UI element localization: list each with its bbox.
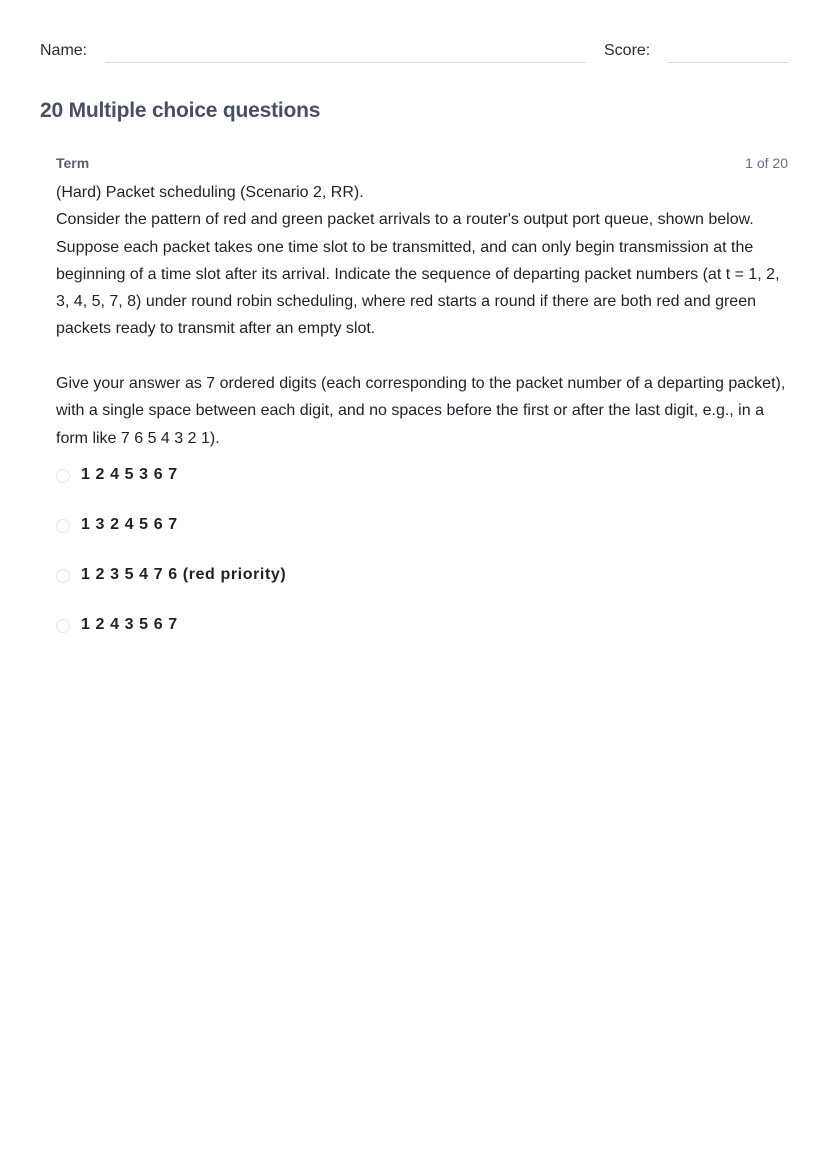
- header: [40, 40, 788, 66]
- radio-icon[interactable]: [56, 619, 70, 633]
- score-input-line[interactable]: [668, 62, 788, 63]
- name-label: Name:: [40, 42, 88, 59]
- section-title: 20 Multiple choice questions: [40, 99, 321, 122]
- question-counter: 1 of 20: [745, 155, 788, 171]
- answer-option-text: 1 2 4 3 5 6 7: [81, 616, 178, 633]
- answer-option-text: 1 2 3 5 4 7 6 (red priority): [81, 566, 287, 583]
- answer-option-text: 1 3 2 4 5 6 7: [81, 516, 178, 533]
- answer-option-text: 1 2 4 5 3 6 7: [81, 466, 178, 483]
- question-text: [56, 179, 788, 452]
- radio-icon[interactable]: [56, 519, 70, 533]
- paragraph-gap: [56, 343, 788, 370]
- name-input-line[interactable]: [105, 62, 586, 63]
- radio-icon[interactable]: [56, 569, 70, 583]
- term-label: Term: [56, 155, 90, 171]
- radio-icon[interactable]: [56, 469, 70, 483]
- question-body: Consider the pattern of red and green packet arrivals to a router's output port queue, shown below. Suppose each packet takes one time slot to be transmitted, and can only begin transmission at the beginning of a time slot after its arrival. Indicate the sequence of departing packet numbers (at t = 1, 2, 3, 4, 5, 7, 8) under round robin scheduling, where red starts a round if there are both red and green packets ready to transmit after an empty slot.: [56, 211, 780, 338]
- question-title: (Hard) Packet scheduling (Scenario 2, RR).: [56, 184, 364, 201]
- question-instructions: Give your answer as 7 ordered digits (each corresponding to the packet number of a departing packet), with a single space between each digit, and no spaces before the first or after the last digit, e.g., in a form like 7 6 5 4 3 2 1).: [56, 375, 786, 447]
- score-label: Score:: [604, 42, 651, 59]
